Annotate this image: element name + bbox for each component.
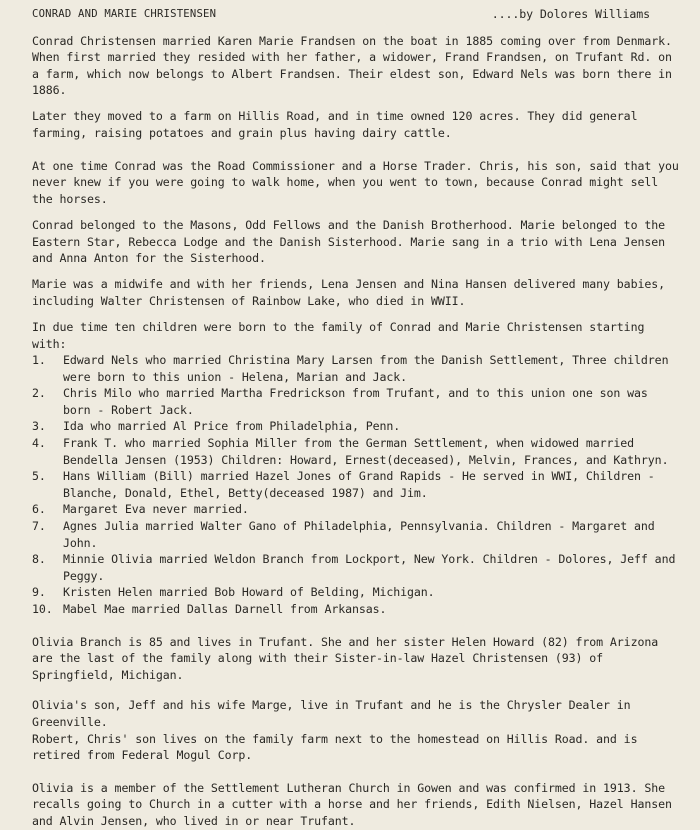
- list-item-text: Chris Milo who married Martha Fredrickson from Trufant, and to this union one son was born - Robert Jack.: [63, 386, 648, 417]
- list-item-text: Hans William (Bill) married Hazel Jones of Grand Rapids - He served in WWI, Children - Blanche, Donald, Ethel, Betty(deceased 1987) and Jim.: [63, 469, 655, 500]
- paragraph-lodges: Conrad belonged to the Masons, Odd Fellows and the Danish Brotherhood. Marie belonged to the Eastern Star, Rebecca Lodge and the Danish Sisterhood. Marie sang in a trio with Lena Jensen and Anna Anton for the Sisterhood.: [32, 217, 665, 266]
- list-item-number: 7.: [32, 519, 46, 534]
- list-item-text: Frank T. who married Sophia Miller from the German Settlement, when widowed married Bendella Jensen (1953) Children: Howard, Ernest(deceased), Melvin, Frances, and Kathryn.: [63, 436, 669, 467]
- list-item-number: 8.: [32, 552, 46, 567]
- list-item-number: 4.: [32, 436, 46, 451]
- paragraph-church: Olivia is a member of the Settlement Lutheran Church in Gowen and was confirmed in 1913. She recalls going to Church in a cutter with a horse and her friends, Edith Nielsen, Hazel Hansen and Alvin Jensen, who lived in or near Trufant.: [32, 780, 672, 828]
- list-item: [32, 385, 680, 418]
- list-item-text: Margaret Eva never married.: [63, 502, 249, 517]
- list-item-text: Minnie Olivia married Weldon Branch from Lockport, New York. Children - Dolores, Jeff and Peggy.: [63, 552, 676, 583]
- list-item: [32, 468, 680, 501]
- list-item: [32, 518, 680, 551]
- article-title: CONRAD AND MARIE CHRISTENSEN: [32, 8, 217, 20]
- article-header: [32, 6, 680, 23]
- paragraph-children-intro: In due time ten children were born to the family of Conrad and Marie Christensen starting with:: [32, 319, 645, 351]
- list-item-number: 9.: [32, 585, 46, 600]
- list-item-text: Edward Nels who married Christina Mary Larsen from the Danish Settlement, Three children were born to this union - Helena, Marian and Jack.: [63, 353, 669, 384]
- list-item: [32, 352, 680, 385]
- list-item: [32, 584, 680, 601]
- list-item: [32, 601, 680, 618]
- list-item-number: 6.: [32, 502, 46, 517]
- list-item: [32, 501, 680, 518]
- list-item-number: 5.: [32, 469, 46, 484]
- list-item: [32, 418, 680, 435]
- list-item-text: Agnes Julia married Walter Gano of Philadelphia, Pennsylvania. Children - Margaret and John.: [63, 519, 655, 550]
- list-item-number: 2.: [32, 386, 46, 401]
- list-item: [32, 435, 680, 468]
- article-byline: ....by Dolores Williams: [491, 7, 650, 21]
- list-item-number: 1.: [32, 353, 46, 368]
- list-item-text: Ida who married Al Price from Philadelphia, Penn.: [63, 419, 401, 434]
- list-item-text: Kristen Helen married Bob Howard of Belding, Michigan.: [63, 585, 435, 600]
- paragraph-marriage: Conrad Christensen married Karen Marie Frandsen on the boat in 1885 coming over from Denmark. When first married they resided with her father, a widower, Frand Frandsen, on Trufant Rd. on a farm, which now belongs to Albert Frandsen. Their eldest son, Edward Nels was born there in 1886.: [32, 33, 672, 98]
- list-item-number: 10.: [32, 602, 53, 616]
- paragraph-jeff-marge: Olivia's son, Jeff and his wife Marge, live in Trufant and he is the Chrysler Dealer in Greenville.: [32, 698, 631, 729]
- paragraph-road-commissioner: At one time Conrad was the Road Commissioner and a Horse Trader. Chris, his son, said that you never knew if you were going to walk home, when you went to town, because Conrad might sell the horses.: [32, 158, 679, 206]
- paragraph-olivia-branch: Olivia Branch is 85 and lives in Trufant. She and her sister Helen Howard (82) from Arizona are the last of the family along with their Sister-in-law Hazel Christensen (93) of Springfield, Michigan.: [32, 634, 659, 682]
- list-item: [32, 551, 680, 584]
- list-item-number: 3.: [32, 419, 46, 434]
- paragraph-farm: Later they moved to a farm on Hillis Road, and in time owned 120 acres. They did general farming, raising potatoes and grain plus having dairy cattle.: [32, 109, 638, 141]
- children-list: [32, 352, 680, 618]
- paragraph-robert: Robert, Chris' son lives on the family farm next to the homestead on Hillis Road. and is retired from Federal Mogul Corp.: [32, 731, 638, 763]
- list-item-text: Mabel Mae married Dallas Darnell from Arkansas.: [63, 602, 387, 616]
- paragraph-midwife: Marie was a midwife and with her friends, Lena Jensen and Nina Hansen delivered many babies, including Walter Christensen of Rainbow Lake, who died in WWII.: [32, 277, 665, 308]
